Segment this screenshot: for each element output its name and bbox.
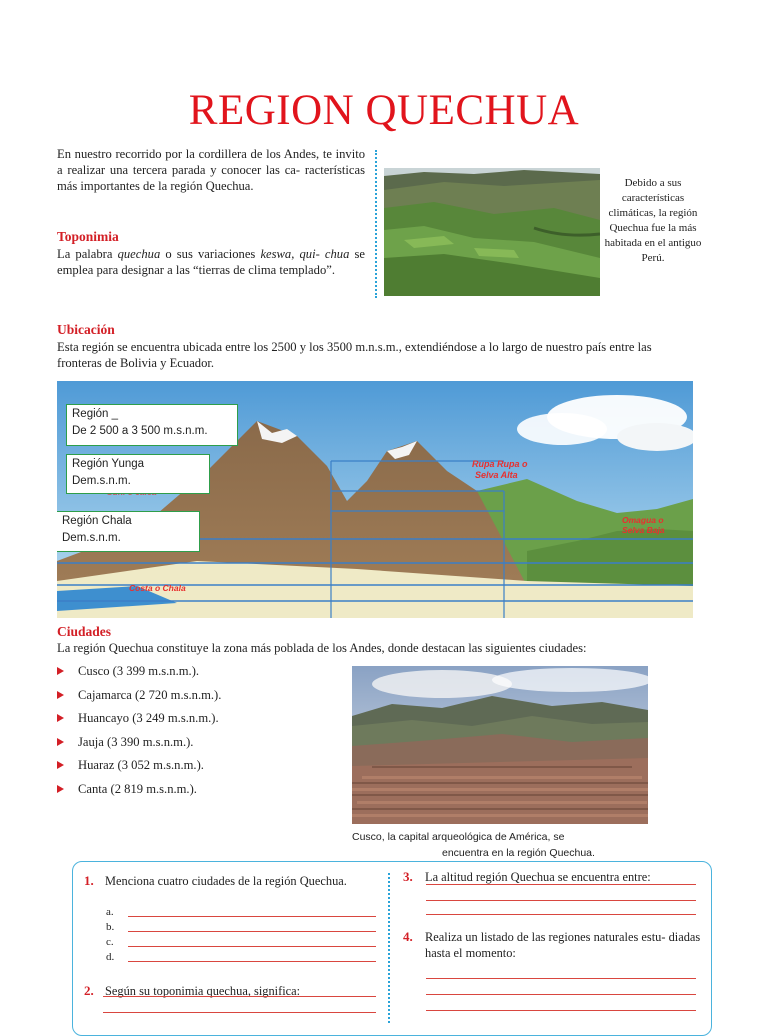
questions-divider [388,873,390,1023]
ciudades-paragraph: La región Quechua constituye la zona más poblada de los Andes, donde destacan las siguientes ciudades: [57,641,587,655]
label-rupa-rupa: Rupa Rupa o [472,459,528,469]
answer-line[interactable] [128,931,376,932]
box-line: De 2 500 a 3 500 m.s.n.m. [72,425,208,437]
answer-line[interactable] [426,994,696,995]
question-text: Realiza un listado de las regiones naturales estu- diadas hasta el momento: [425,930,701,960]
list-item [57,709,221,733]
list-item [57,733,221,757]
question-number: 3. [403,869,413,884]
box-line: Dem.s.n.m. [72,475,131,487]
question-1 [84,873,374,889]
answer-line[interactable] [128,916,376,917]
label-selva-alta: Selva Alta [475,470,518,480]
dotted-divider [375,150,377,298]
label-selva-baja: Selva Baja [622,525,665,535]
valley-caption: Debido a sus características climáticas, la región Quechua fue la más habitada en el antiguo Perú. [604,177,702,264]
toponimia-text: , [291,247,300,261]
answer-line[interactable] [426,914,696,915]
city-list [57,662,221,804]
bullet-icon [57,785,64,793]
ubicacion-paragraph: Esta región se encuentra ubicada entre los 2500 y los 3500 m.n.s.m., extendiéndose a lo largo de nuestro país entre las fronteras de Bolivia y Ecuador. [57,340,652,370]
caption-line: Cusco, la capital arqueológica de América, se [352,831,565,843]
question-3 [403,869,703,885]
answer-line[interactable] [426,900,696,901]
answer-label-d: d. [106,951,115,963]
toponimia-text: La palabra [57,247,118,261]
word-quechua: quechua [117,247,161,261]
ubicacion-heading: Ubicación [57,322,115,337]
question-number: 4. [403,929,413,944]
cusco-caption [352,829,652,861]
toponimia-text: o sus variaciones [160,247,261,261]
city-name: Huaraz (3 052 m.s.n.m.). [78,758,204,773]
ciudades-heading: Ciudades [57,624,112,639]
caption-line: encuentra en la región Quechua. [442,847,595,859]
toponimia-text: se emplea para designar a las “tierras de clima templado”. [57,247,365,277]
page-title: REGION QUECHUA [188,87,580,134]
question-text: Según su toponimia quechua, significa: [105,984,301,998]
question-text: Menciona cuatro ciudades de la región Quechua. [105,874,347,888]
valley-photo [384,168,600,296]
answer-line[interactable] [128,946,376,947]
answer-line[interactable] [103,996,376,997]
bullet-icon [57,761,64,769]
city-name: Cajamarca (2 720 m.s.n.m.). [78,687,222,702]
list-item [57,662,221,686]
question-4 [403,929,703,960]
bullet-icon [57,738,64,746]
list-item [57,686,221,710]
answer-line[interactable] [426,884,696,885]
answer-line[interactable] [103,1012,376,1013]
cusco-photo [352,666,648,824]
answer-label-b: b. [106,921,115,933]
answer-line[interactable] [128,961,376,962]
word-quichua: qui- chua [299,247,350,261]
answer-label-c: c. [106,936,114,948]
list-item [57,780,221,804]
bullet-icon [57,714,64,722]
box-line: Región Chala [62,515,132,527]
answer-line[interactable] [426,978,696,979]
list-item [57,756,221,780]
box-line: Región _ [72,408,119,420]
question-text: La altitud región Quechua se encuentra entre: [425,870,651,884]
question-number: 1. [84,873,94,888]
city-name: Cusco (3 399 m.s.n.m.). [78,664,200,678]
region-chala-box [57,511,200,552]
bullet-icon [57,691,64,699]
intro-paragraph: En nuestro recorrido por la cordillera de los Andes, te invito a realizar una tercera parada y conocer las ca- racterísticas más importantes de la región Quechua. [57,147,365,193]
answer-label-a: a. [106,906,114,918]
city-name: Canta (2 819 m.s.n.m.). [78,781,197,796]
box-line: Dem.s.n.m. [62,532,121,544]
region-quechua-box [66,404,238,446]
label-costa: Costa o Chala [129,583,186,593]
answer-line[interactable] [426,1010,696,1011]
altitude-diagram [57,381,693,618]
question-number: 2. [84,983,94,998]
bullet-icon [57,667,64,675]
city-name: Huancayo (3 249 m.s.n.m.). [78,711,219,726]
label-omagua: Omagua o [622,515,664,525]
toponimia-heading: Toponimia [57,229,119,244]
region-yunga-box [66,454,210,494]
box-line: Región Yunga [72,458,145,470]
city-name: Jauja (3 390 m.s.n.m.). [78,734,194,749]
word-keswa: keswa [260,247,292,261]
toponimia-paragraph [57,246,365,278]
